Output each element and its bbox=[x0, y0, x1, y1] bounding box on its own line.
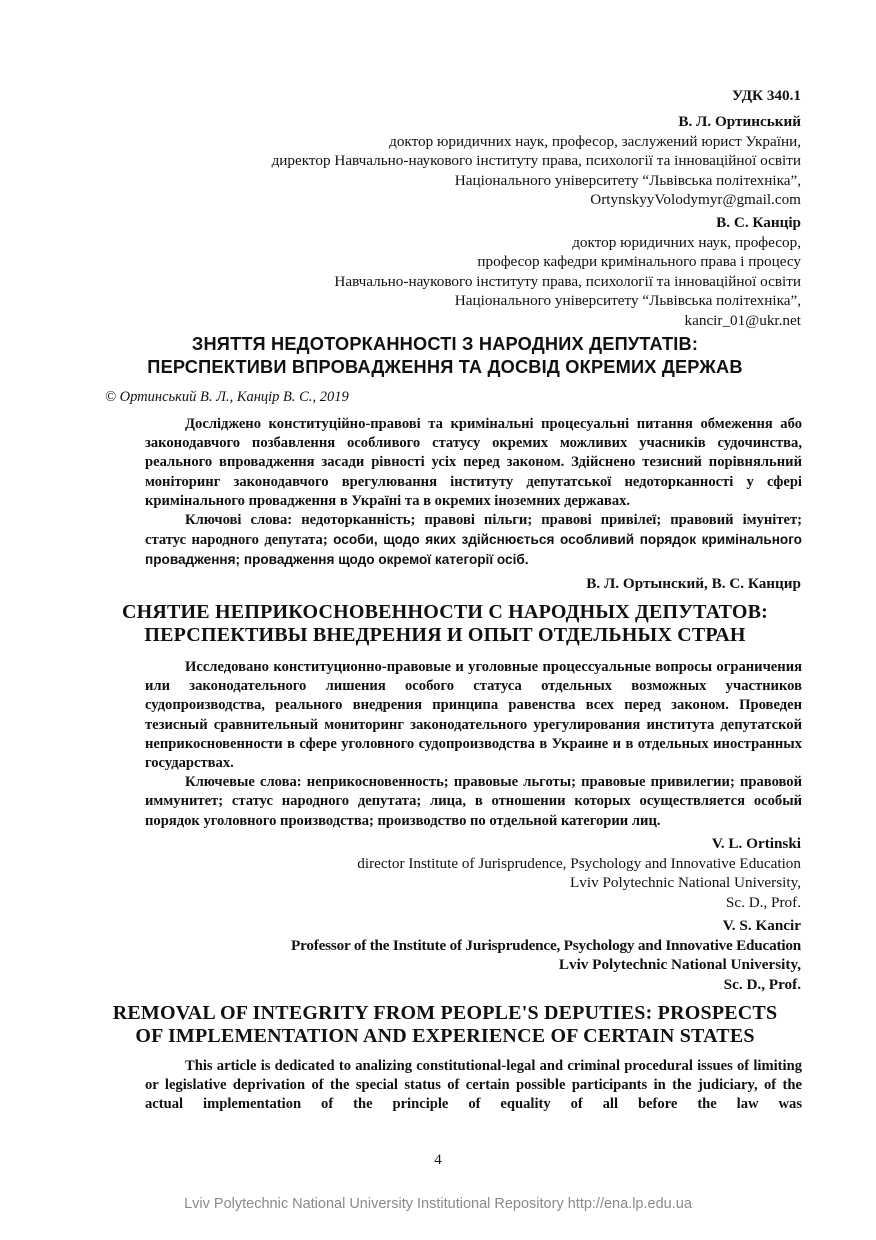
title-line: ПЕРСПЕКТИВЫ ВНЕДРЕНИЯ И ОПЫТ ОТДЕЛЬНЫХ СТРАН bbox=[144, 624, 746, 646]
author-email: OrtynskyyVolodymyr@gmail.com bbox=[590, 191, 801, 208]
author-email: kancir_01@ukr.net bbox=[684, 311, 801, 329]
title-line: REMOVAL OF INTEGRITY FROM PEOPLE'S DEPUTIES: PROSPECTS bbox=[112, 1002, 778, 1024]
author-affiliation-line: Lviv Polytechnic National University, bbox=[558, 956, 801, 973]
title-en bbox=[80, 1002, 810, 1048]
keywords-ua bbox=[145, 511, 802, 571]
title-line: ПЕРСПЕКТИВИ ВПРОВАДЖЕННЯ ТА ДОСВІД ОКРЕМИХ ДЕРЖАВ bbox=[147, 357, 743, 377]
page-number: 4 bbox=[434, 1152, 442, 1168]
udc-code bbox=[732, 86, 801, 106]
author-name: V. L. Ortinski bbox=[711, 835, 801, 852]
authors-ru-names: В. Л. Ортынский, В. С. Канцир bbox=[586, 575, 801, 592]
author-affiliation-line: доктор юридичних наук, професор, заслужений юрист України, bbox=[389, 132, 801, 150]
author-name: В. С. Канцір bbox=[716, 214, 801, 231]
copyright-note: © Ортинський В. Л., Канцір В. С., 2019 bbox=[105, 389, 349, 405]
title-line: OF IMPLEMENTATION AND EXPERIENCE OF CERTAIN STATES bbox=[135, 1025, 755, 1047]
abstract-text: Исследовано конституционно-правовые и уголовные процессуальные вопросы ограничения или законодательного лишения особого статуса отдельных возможных участников судопроизводства, реального внедрения принципа равенства всех перед законом. Проведен тезисный сравнительный мониторинг законодательного урегулирования института депутатской неприкосновенности в сфере уголовного судопроизводства в Украине и в отдельных иностранных государствах. bbox=[145, 659, 802, 772]
author-affiliation-line: Lviv Polytechnic National University, bbox=[569, 874, 801, 891]
author-degree: Sc. D., Prof. bbox=[725, 893, 801, 911]
udc-text: УДК 340.1 bbox=[731, 87, 801, 104]
author-name: В. Л. Ортинський bbox=[678, 113, 801, 130]
repository-footer: Lviv Polytechnic National University Institutional Repository http://ena.lp.edu.ua bbox=[184, 1196, 692, 1212]
abstract-ru bbox=[145, 658, 802, 831]
keywords-start: Ключові слова: недоторканність; правові пільги; правові привілеї; правовий імунітет; статус народного депутата; bbox=[145, 512, 802, 549]
author-en-kancir bbox=[291, 916, 801, 994]
title-line: ЗНЯТТЯ НЕДОТОРКАННОСТІ З НАРОДНИХ ДЕПУТАТІВ: bbox=[191, 334, 699, 354]
author-affiliation-line: Professor of the Institute of Jurisprudence, Psychology and Innovative Education bbox=[291, 936, 801, 954]
title-ru bbox=[90, 601, 800, 647]
author-affiliation-line: Національного університету “Львівська політехніка”, bbox=[454, 171, 801, 189]
authors-ru bbox=[586, 574, 801, 594]
keywords-end: особи, щодо яких здійснюється особливий порядок кримінального провадження; провадження щодо окремої категорії осіб. bbox=[145, 532, 802, 568]
author-name: V. S. Kancir bbox=[722, 917, 801, 934]
author-ua-kantsir bbox=[334, 213, 801, 330]
author-affiliation-line: професор кафедри кримінального права і процесу bbox=[477, 253, 801, 270]
title-line: СНЯТИЕ НЕПРИКОСНОВЕННОСТИ С НАРОДНЫХ ДЕПУТАТОВ: bbox=[121, 601, 769, 623]
author-degree: Sc. D., Prof. bbox=[723, 975, 801, 993]
author-affiliation-line: Навчально-наукового інституту права, психології та інноваційної освіти bbox=[334, 272, 801, 290]
author-affiliation-line: Національного університету “Львівська політехніка”, bbox=[454, 292, 801, 309]
abstract-text: Досліджено конституційно-правові та кримінальні процесуальні питання обмеження або законодавчого позбавлення особливого статусу окремих можливих учасників судочинства, реального впровадження засади рівності усіх перед законом. Здійснено тезисний порівняльний моніторинг законодавчого врегулювання інституту депутатської недоторканності у сфері кримінального провадження в Україні та в окремих іноземних державах. bbox=[145, 416, 802, 509]
abstract-ua bbox=[145, 415, 802, 571]
abstract-text: This article is dedicated to analizing constitutional-legal and criminal procedural issues of limiting or legislative deprivation of the special status of certain possible participants in the judiciary, of the actual implementation of the principle of equality of all before the law was bbox=[145, 1058, 802, 1113]
author-affiliation-line: доктор юридичних наук, професор, bbox=[572, 233, 801, 251]
keywords-ru: Ключевые слова: неприкосновенность; правовые льготы; правовые привилегии; правовой иммунитет; статус народного депутата; лица, в отношении которых осуществляется особый порядок уголовного производства; производство по отдельной категории лиц. bbox=[145, 774, 802, 829]
author-affiliation-line: директор Навчально-наукового інституту права, психології та інноваційної освіти bbox=[271, 152, 801, 169]
author-ua-ortynskyi bbox=[272, 112, 801, 210]
abstract-en bbox=[145, 1057, 802, 1115]
author-en-ortinski bbox=[357, 834, 801, 912]
author-affiliation-line: director Institute of Jurisprudence, Psychology and Innovative Education bbox=[357, 854, 801, 872]
title-ua bbox=[90, 333, 800, 379]
